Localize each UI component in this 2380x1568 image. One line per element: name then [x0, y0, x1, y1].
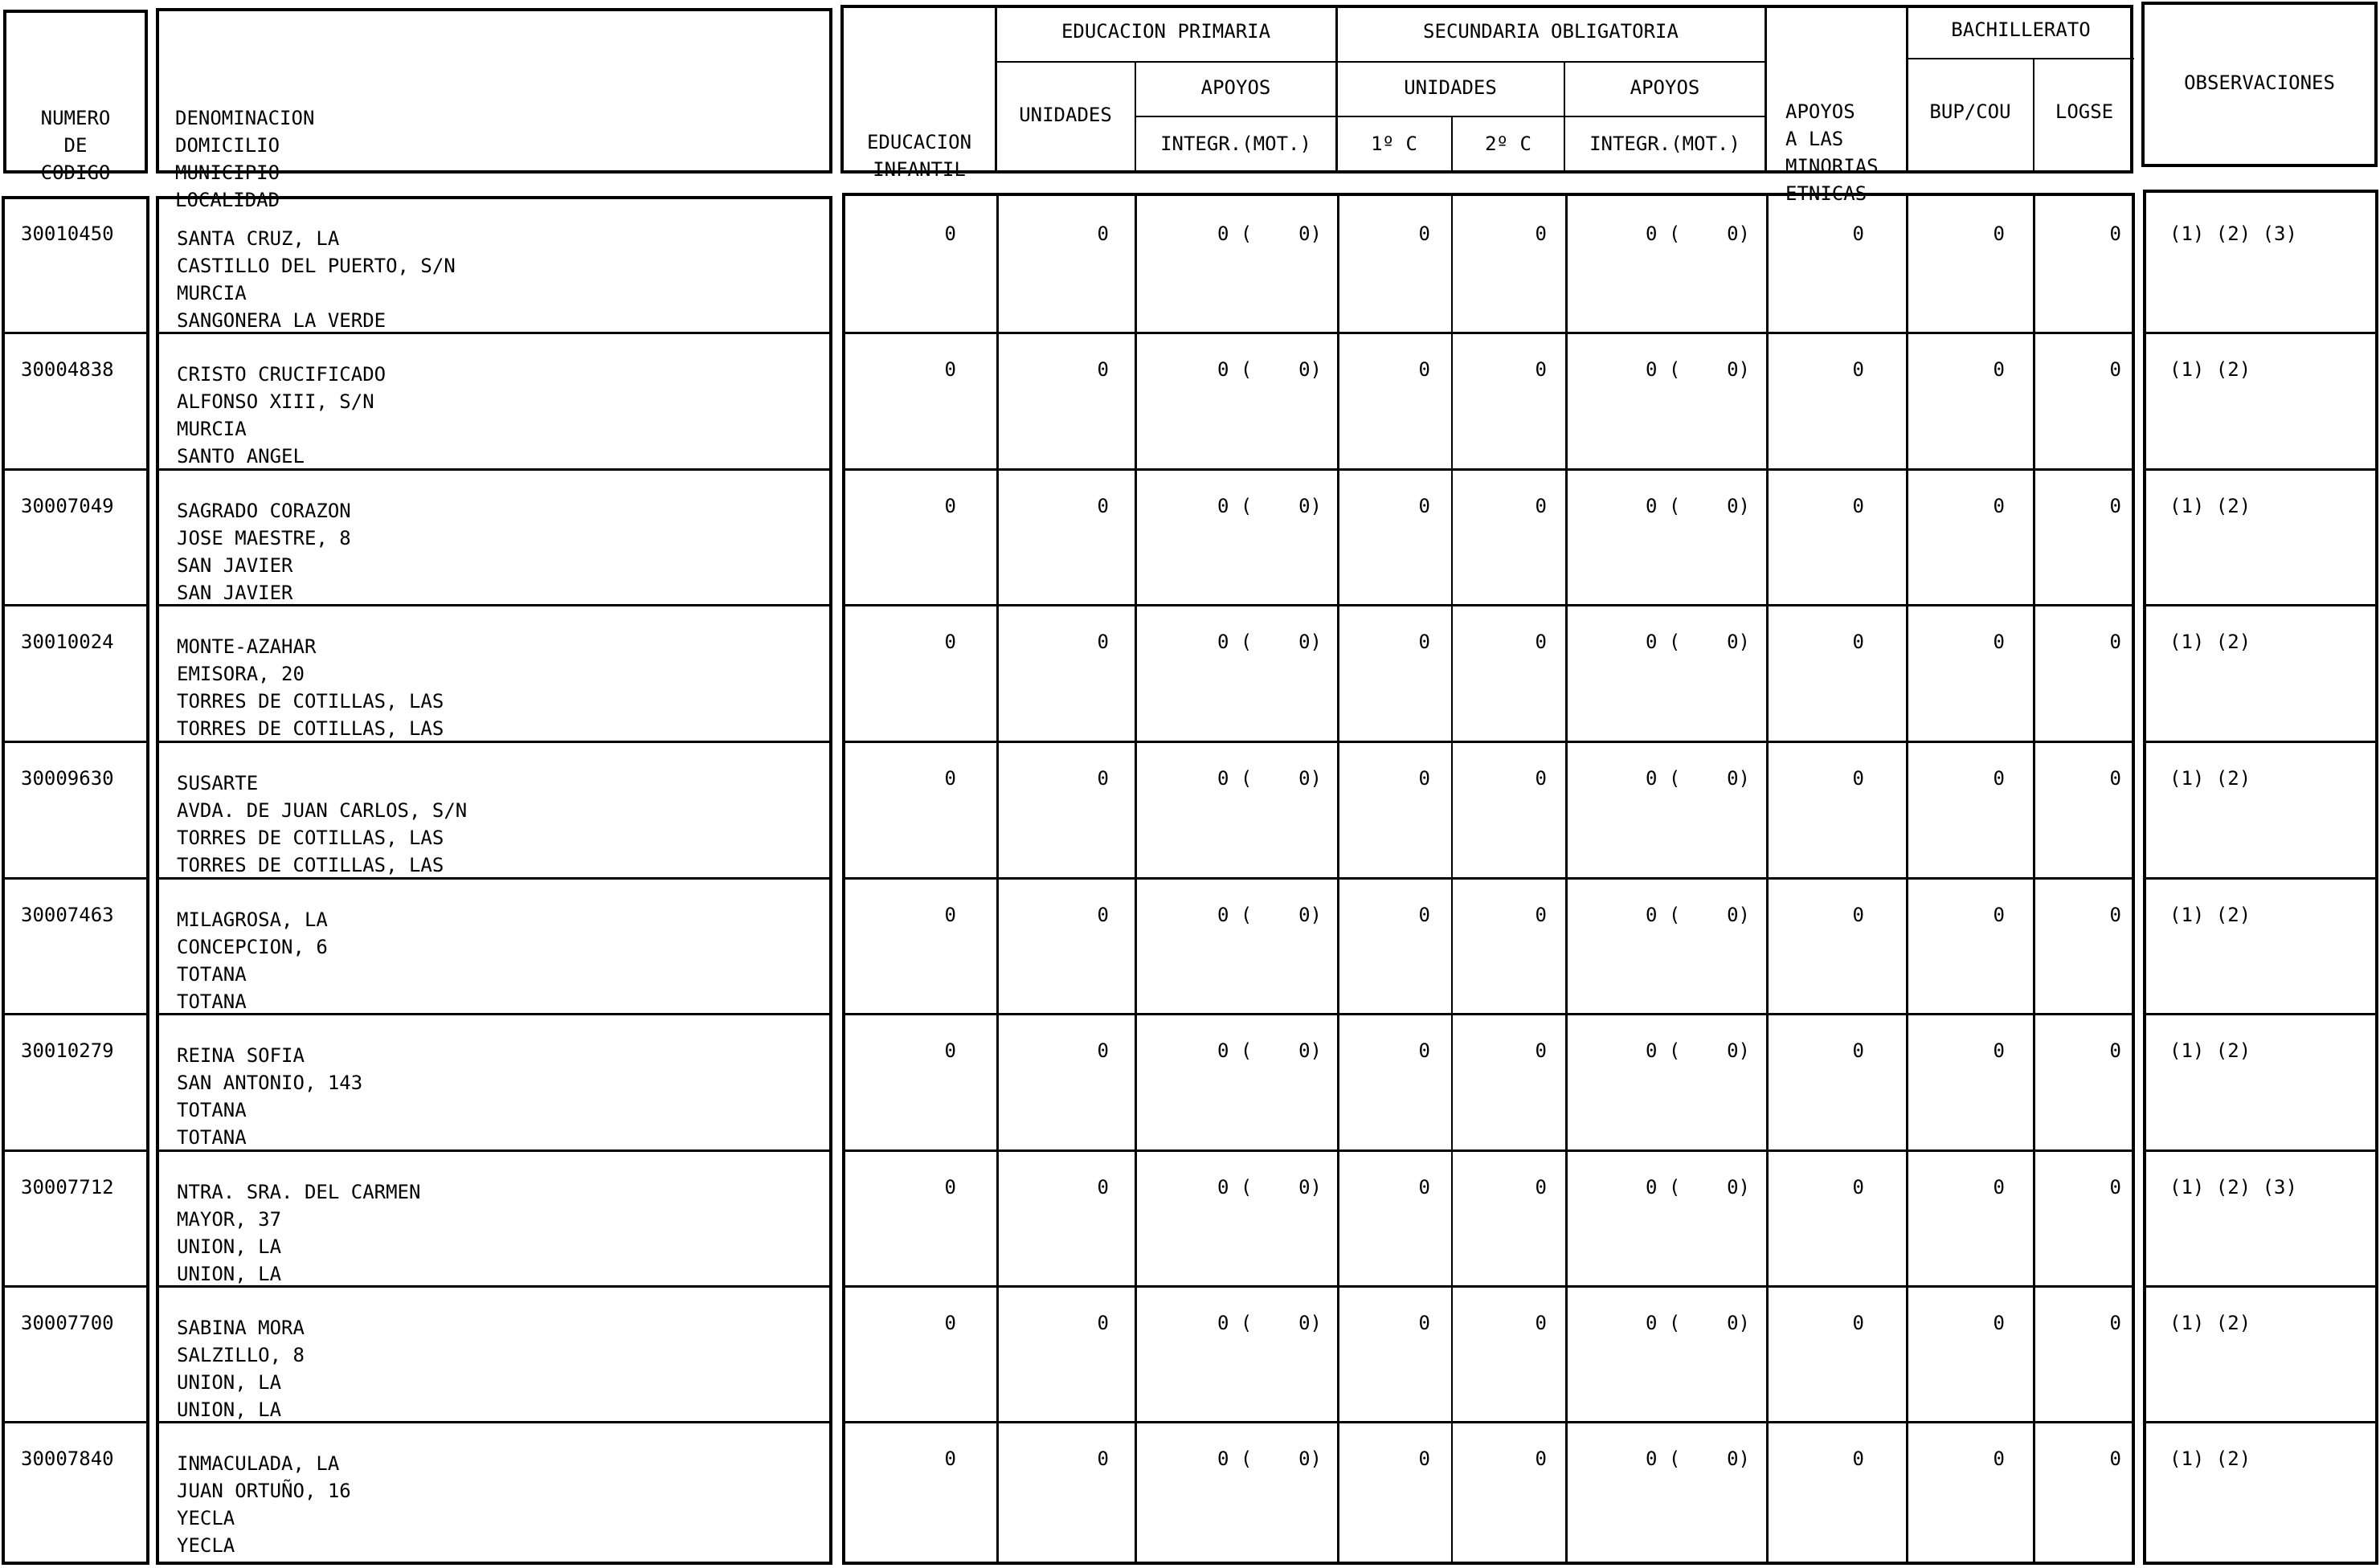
bupcou-value: 0: [1993, 1176, 2005, 1198]
secundaria-1c-value: 0: [1418, 223, 1430, 245]
primaria-unidades-value: 0: [1097, 1176, 1109, 1198]
school-code: 30009630: [21, 767, 114, 790]
row-separator: [2145, 741, 2377, 743]
educacion-infantil-value: 0: [944, 495, 956, 517]
primaria-unidades-value: 0: [1097, 631, 1109, 653]
bupcou-value: 0: [1993, 767, 2005, 790]
school-code: 30007712: [21, 1176, 114, 1198]
secundaria-apoyos-value: 0 ( 0): [1645, 1312, 1750, 1334]
minorias-value: 0: [1852, 631, 1864, 653]
row-separator: [3, 1013, 149, 1015]
logse-value: 0: [2109, 1176, 2121, 1198]
secundaria-apoyos-value: 0 ( 0): [1645, 495, 1750, 517]
minorias-value: 0: [1852, 358, 1864, 381]
school-address: SALZILLO, 8: [177, 1344, 305, 1366]
row-separator: [844, 604, 2133, 606]
school-name: INMACULADA, LA: [177, 1452, 340, 1475]
secundaria-apoyos-value: 0 ( 0): [1645, 1448, 1750, 1470]
school-name: SAGRADO CORAZON: [177, 500, 351, 522]
school-code: 30007463: [21, 904, 114, 926]
primaria-unidades-value: 0: [1097, 358, 1109, 381]
bupcou-value: 0: [1993, 904, 2005, 926]
educacion-infantil-value: 0: [944, 904, 956, 926]
header-primaria-label: EDUCACION PRIMARIA: [1061, 20, 1271, 43]
row-separator: [3, 1421, 149, 1423]
row-separator: [3, 1149, 149, 1152]
row-separator: [2145, 877, 2377, 880]
school-locality: SAN JAVIER: [177, 582, 293, 604]
secundaria-1c-value: 0: [1418, 358, 1430, 381]
school-locality: TORRES DE COTILLAS, LAS: [177, 854, 444, 876]
secundaria-1c-value: 0: [1418, 1039, 1430, 1062]
row-separator: [3, 332, 149, 334]
school-locality: TORRES DE COTILLAS, LAS: [177, 717, 444, 740]
school-address-block: [177, 1042, 362, 1151]
school-code: 30007700: [21, 1312, 114, 1334]
school-municipality: TOTANA: [177, 963, 247, 986]
school-municipality: UNION, LA: [177, 1235, 282, 1258]
secundaria-1c-value: 0: [1418, 631, 1430, 653]
school-code: 30007049: [21, 495, 114, 517]
school-locality: TOTANA: [177, 990, 247, 1013]
school-code: 30010024: [21, 631, 114, 653]
observaciones-value: (1) (2): [2169, 358, 2251, 381]
primaria-unidades-value: 0: [1097, 1312, 1109, 1334]
educacion-infantil-value: 0: [944, 767, 956, 790]
logse-value: 0: [2109, 358, 2121, 381]
school-address: CASTILLO DEL PUERTO, S/N: [177, 255, 456, 277]
primaria-apoyos-value: 0 ( 0): [1217, 495, 1322, 517]
row-separator: [2145, 468, 2377, 471]
school-name: SANTA CRUZ, LA: [177, 227, 340, 250]
row-separator: [844, 468, 2133, 471]
school-address-block: [177, 633, 444, 742]
row-separator: [2145, 332, 2377, 334]
secundaria-1c-value: 0: [1418, 495, 1430, 517]
primaria-apoyos-value: 0 ( 0): [1217, 1312, 1322, 1334]
row-separator: [2145, 1421, 2377, 1423]
header-logse-label: LOGSE: [2055, 100, 2114, 123]
header-code-label: NUMERO DE CODIGO: [40, 107, 111, 184]
row-separator: [2145, 1285, 2377, 1288]
observaciones-value: (1) (2) (3): [2169, 223, 2297, 245]
school-name: SUSARTE: [177, 772, 259, 794]
school-locality: SANGONERA LA VERDE: [177, 309, 386, 332]
primaria-apoyos-value: 0 ( 0): [1217, 1448, 1322, 1470]
header-observaciones-label: OBSERVACIONES: [2184, 71, 2335, 94]
logse-value: 0: [2109, 495, 2121, 517]
header-sec-1c: 1º C: [1371, 133, 1417, 155]
school-address-block: [177, 1178, 420, 1288]
bupcou-value: 0: [1993, 358, 2005, 381]
secundaria-2c-value: 0: [1535, 1312, 1547, 1334]
primaria-unidades-value: 0: [1097, 1039, 1109, 1062]
secundaria-2c-value: 0: [1535, 358, 1547, 381]
secundaria-1c-value: 0: [1418, 1176, 1430, 1198]
header-primaria-apoyos: APOYOS: [1200, 76, 1271, 99]
school-name: CRISTO CRUCIFICADO: [177, 363, 386, 386]
logse-value: 0: [2109, 1039, 2121, 1062]
school-address: AVDA. DE JUAN CARLOS, S/N: [177, 799, 468, 822]
primaria-unidades-value: 0: [1097, 904, 1109, 926]
observaciones-value: (1) (2): [2169, 631, 2251, 653]
minorias-value: 0: [1852, 495, 1864, 517]
header-sec-2c: 2º C: [1485, 133, 1531, 155]
row-separator: [844, 1149, 2133, 1152]
school-address: MAYOR, 37: [177, 1208, 282, 1231]
school-name: MILAGROSA, LA: [177, 909, 328, 931]
school-address: JOSE MAESTRE, 8: [177, 527, 351, 549]
school-municipality: TOTANA: [177, 1099, 247, 1121]
header-sec-integr: INTEGR.(MOT.): [1589, 133, 1740, 155]
secundaria-1c-value: 0: [1418, 904, 1430, 926]
secundaria-1c-value: 0: [1418, 1312, 1430, 1334]
bupcou-value: 0: [1993, 1312, 2005, 1334]
school-municipality: TORRES DE COTILLAS, LAS: [177, 690, 444, 713]
school-address: EMISORA, 20: [177, 663, 305, 685]
school-address-block: [177, 1314, 305, 1423]
educacion-infantil-value: 0: [944, 358, 956, 381]
primaria-apoyos-value: 0 ( 0): [1217, 631, 1322, 653]
row-separator: [3, 741, 149, 743]
logse-value: 0: [2109, 1312, 2121, 1334]
school-municipality: SAN JAVIER: [177, 554, 293, 577]
school-address-block: [177, 906, 328, 1015]
observaciones-value: (1) (2): [2169, 1312, 2251, 1334]
row-separator: [844, 332, 2133, 334]
school-address-block: [177, 1450, 351, 1559]
minorias-value: 0: [1852, 904, 1864, 926]
observaciones-value: (1) (2): [2169, 767, 2251, 790]
logse-value: 0: [2109, 904, 2121, 926]
school-code: 30010450: [21, 223, 114, 245]
row-separator: [3, 1285, 149, 1288]
school-name: MONTE-AZAHAR: [177, 635, 317, 658]
secundaria-apoyos-value: 0 ( 0): [1645, 1176, 1750, 1198]
secundaria-1c-value: 0: [1418, 1448, 1430, 1470]
secundaria-apoyos-value: 0 ( 0): [1645, 223, 1750, 245]
observaciones-value: (1) (2) (3): [2169, 1176, 2297, 1198]
school-locality: SANTO ANGEL: [177, 445, 305, 468]
secundaria-2c-value: 0: [1535, 223, 1547, 245]
secundaria-2c-value: 0: [1535, 1039, 1547, 1062]
row-separator: [2145, 1013, 2377, 1015]
bupcou-value: 0: [1993, 495, 2005, 517]
school-municipality: TORRES DE COTILLAS, LAS: [177, 827, 444, 849]
minorias-value: 0: [1852, 1448, 1864, 1470]
observaciones-value: (1) (2): [2169, 1448, 2251, 1470]
minorias-value: 0: [1852, 1039, 1864, 1062]
primaria-unidades-value: 0: [1097, 1448, 1109, 1470]
minorias-value: 0: [1852, 767, 1864, 790]
primaria-apoyos-value: 0 ( 0): [1217, 767, 1322, 790]
secundaria-2c-value: 0: [1535, 767, 1547, 790]
school-name: REINA SOFIA: [177, 1044, 305, 1067]
school-municipality: MURCIA: [177, 282, 247, 304]
secundaria-2c-value: 0: [1535, 904, 1547, 926]
school-municipality: UNION, LA: [177, 1371, 282, 1394]
school-address-block: [177, 770, 467, 879]
school-address: ALFONSO XIII, S/N: [177, 390, 374, 413]
body-code-box: [2, 196, 149, 1565]
header-primaria-unidades: UNIDADES: [1019, 104, 1112, 126]
row-separator: [2145, 604, 2377, 606]
school-code: 30010279: [21, 1039, 114, 1062]
logse-value: 0: [2109, 223, 2121, 245]
primaria-apoyos-value: 0 ( 0): [1217, 358, 1322, 381]
bupcou-value: 0: [1993, 223, 2005, 245]
row-separator: [844, 1421, 2133, 1423]
secundaria-apoyos-value: 0 ( 0): [1645, 631, 1750, 653]
primaria-unidades-value: 0: [1097, 767, 1109, 790]
header-denomination-label: DENOMINACION DOMICILIO MUNICIPIO LOCALIDAD: [175, 107, 315, 211]
header-bupcou-label: BUP/COU: [1929, 100, 2011, 123]
header-minorias-label: APOYOS A LAS MINORIAS ETNICAS: [1785, 100, 1879, 205]
secundaria-apoyos-value: 0 ( 0): [1645, 1039, 1750, 1062]
row-separator: [3, 604, 149, 606]
secundaria-2c-value: 0: [1535, 631, 1547, 653]
row-separator: [2145, 1149, 2377, 1152]
observaciones-value: (1) (2): [2169, 495, 2251, 517]
secundaria-apoyos-value: 0 ( 0): [1645, 904, 1750, 926]
primaria-apoyos-value: 0 ( 0): [1217, 904, 1322, 926]
school-name: NTRA. SRA. DEL CARMEN: [177, 1181, 421, 1203]
row-separator: [844, 877, 2133, 880]
minorias-value: 0: [1852, 1176, 1864, 1198]
school-code: 30007840: [21, 1448, 114, 1470]
row-separator: [3, 468, 149, 471]
header-sec-apoyos: APOYOS: [1630, 76, 1700, 99]
row-separator: [844, 741, 2133, 743]
school-code: 30004838: [21, 358, 114, 381]
primaria-unidades-value: 0: [1097, 495, 1109, 517]
school-locality: UNION, LA: [177, 1399, 282, 1421]
header-secundaria-label: SECUNDARIA OBLIGATORIA: [1423, 20, 1679, 43]
educacion-infantil-value: 0: [944, 1039, 956, 1062]
educacion-infantil-value: 0: [944, 631, 956, 653]
minorias-value: 0: [1852, 1312, 1864, 1334]
school-address-block: [177, 497, 351, 606]
logse-value: 0: [2109, 767, 2121, 790]
row-separator: [844, 1285, 2133, 1288]
row-separator: [3, 877, 149, 880]
primaria-apoyos-value: 0 ( 0): [1217, 223, 1322, 245]
observaciones-value: (1) (2): [2169, 904, 2251, 926]
educacion-infantil-value: 0: [944, 1448, 956, 1470]
observaciones-value: (1) (2): [2169, 1039, 2251, 1062]
header-infantil-label: EDUCACION INFANTIL: [866, 131, 972, 181]
logse-value: 0: [2109, 631, 2121, 653]
bupcou-value: 0: [1993, 631, 2005, 653]
educacion-infantil-value: 0: [944, 1176, 956, 1198]
school-address: CONCEPCION, 6: [177, 936, 328, 958]
school-address-block: [177, 225, 456, 334]
secundaria-1c-value: 0: [1418, 767, 1430, 790]
school-locality: UNION, LA: [177, 1263, 282, 1285]
bupcou-value: 0: [1993, 1448, 2005, 1470]
secundaria-2c-value: 0: [1535, 495, 1547, 517]
school-locality: TOTANA: [177, 1126, 247, 1149]
educacion-infantil-value: 0: [944, 1312, 956, 1334]
minorias-value: 0: [1852, 223, 1864, 245]
school-address: JUAN ORTUÑO, 16: [177, 1480, 351, 1502]
bupcou-value: 0: [1993, 1039, 2005, 1062]
educacion-infantil-value: 0: [944, 223, 956, 245]
secundaria-apoyos-value: 0 ( 0): [1645, 767, 1750, 790]
logse-value: 0: [2109, 1448, 2121, 1470]
secundaria-2c-value: 0: [1535, 1176, 1547, 1198]
header-sec-unidades: UNIDADES: [1404, 76, 1497, 99]
secundaria-2c-value: 0: [1535, 1448, 1547, 1470]
row-separator: [844, 1013, 2133, 1015]
secundaria-apoyos-value: 0 ( 0): [1645, 358, 1750, 381]
school-address: SAN ANTONIO, 143: [177, 1072, 363, 1094]
school-municipality: YECLA: [177, 1507, 235, 1529]
primaria-unidades-value: 0: [1097, 223, 1109, 245]
school-municipality: MURCIA: [177, 418, 247, 440]
primaria-apoyos-value: 0 ( 0): [1217, 1039, 1322, 1062]
header-primaria-integr: INTEGR.(MOT.): [1160, 133, 1311, 155]
school-name: SABINA MORA: [177, 1317, 305, 1339]
school-locality: YECLA: [177, 1534, 235, 1557]
header-bachillerato-label: BACHILLERATO: [1951, 18, 2091, 41]
primaria-apoyos-value: 0 ( 0): [1217, 1176, 1322, 1198]
school-address-block: [177, 361, 386, 470]
